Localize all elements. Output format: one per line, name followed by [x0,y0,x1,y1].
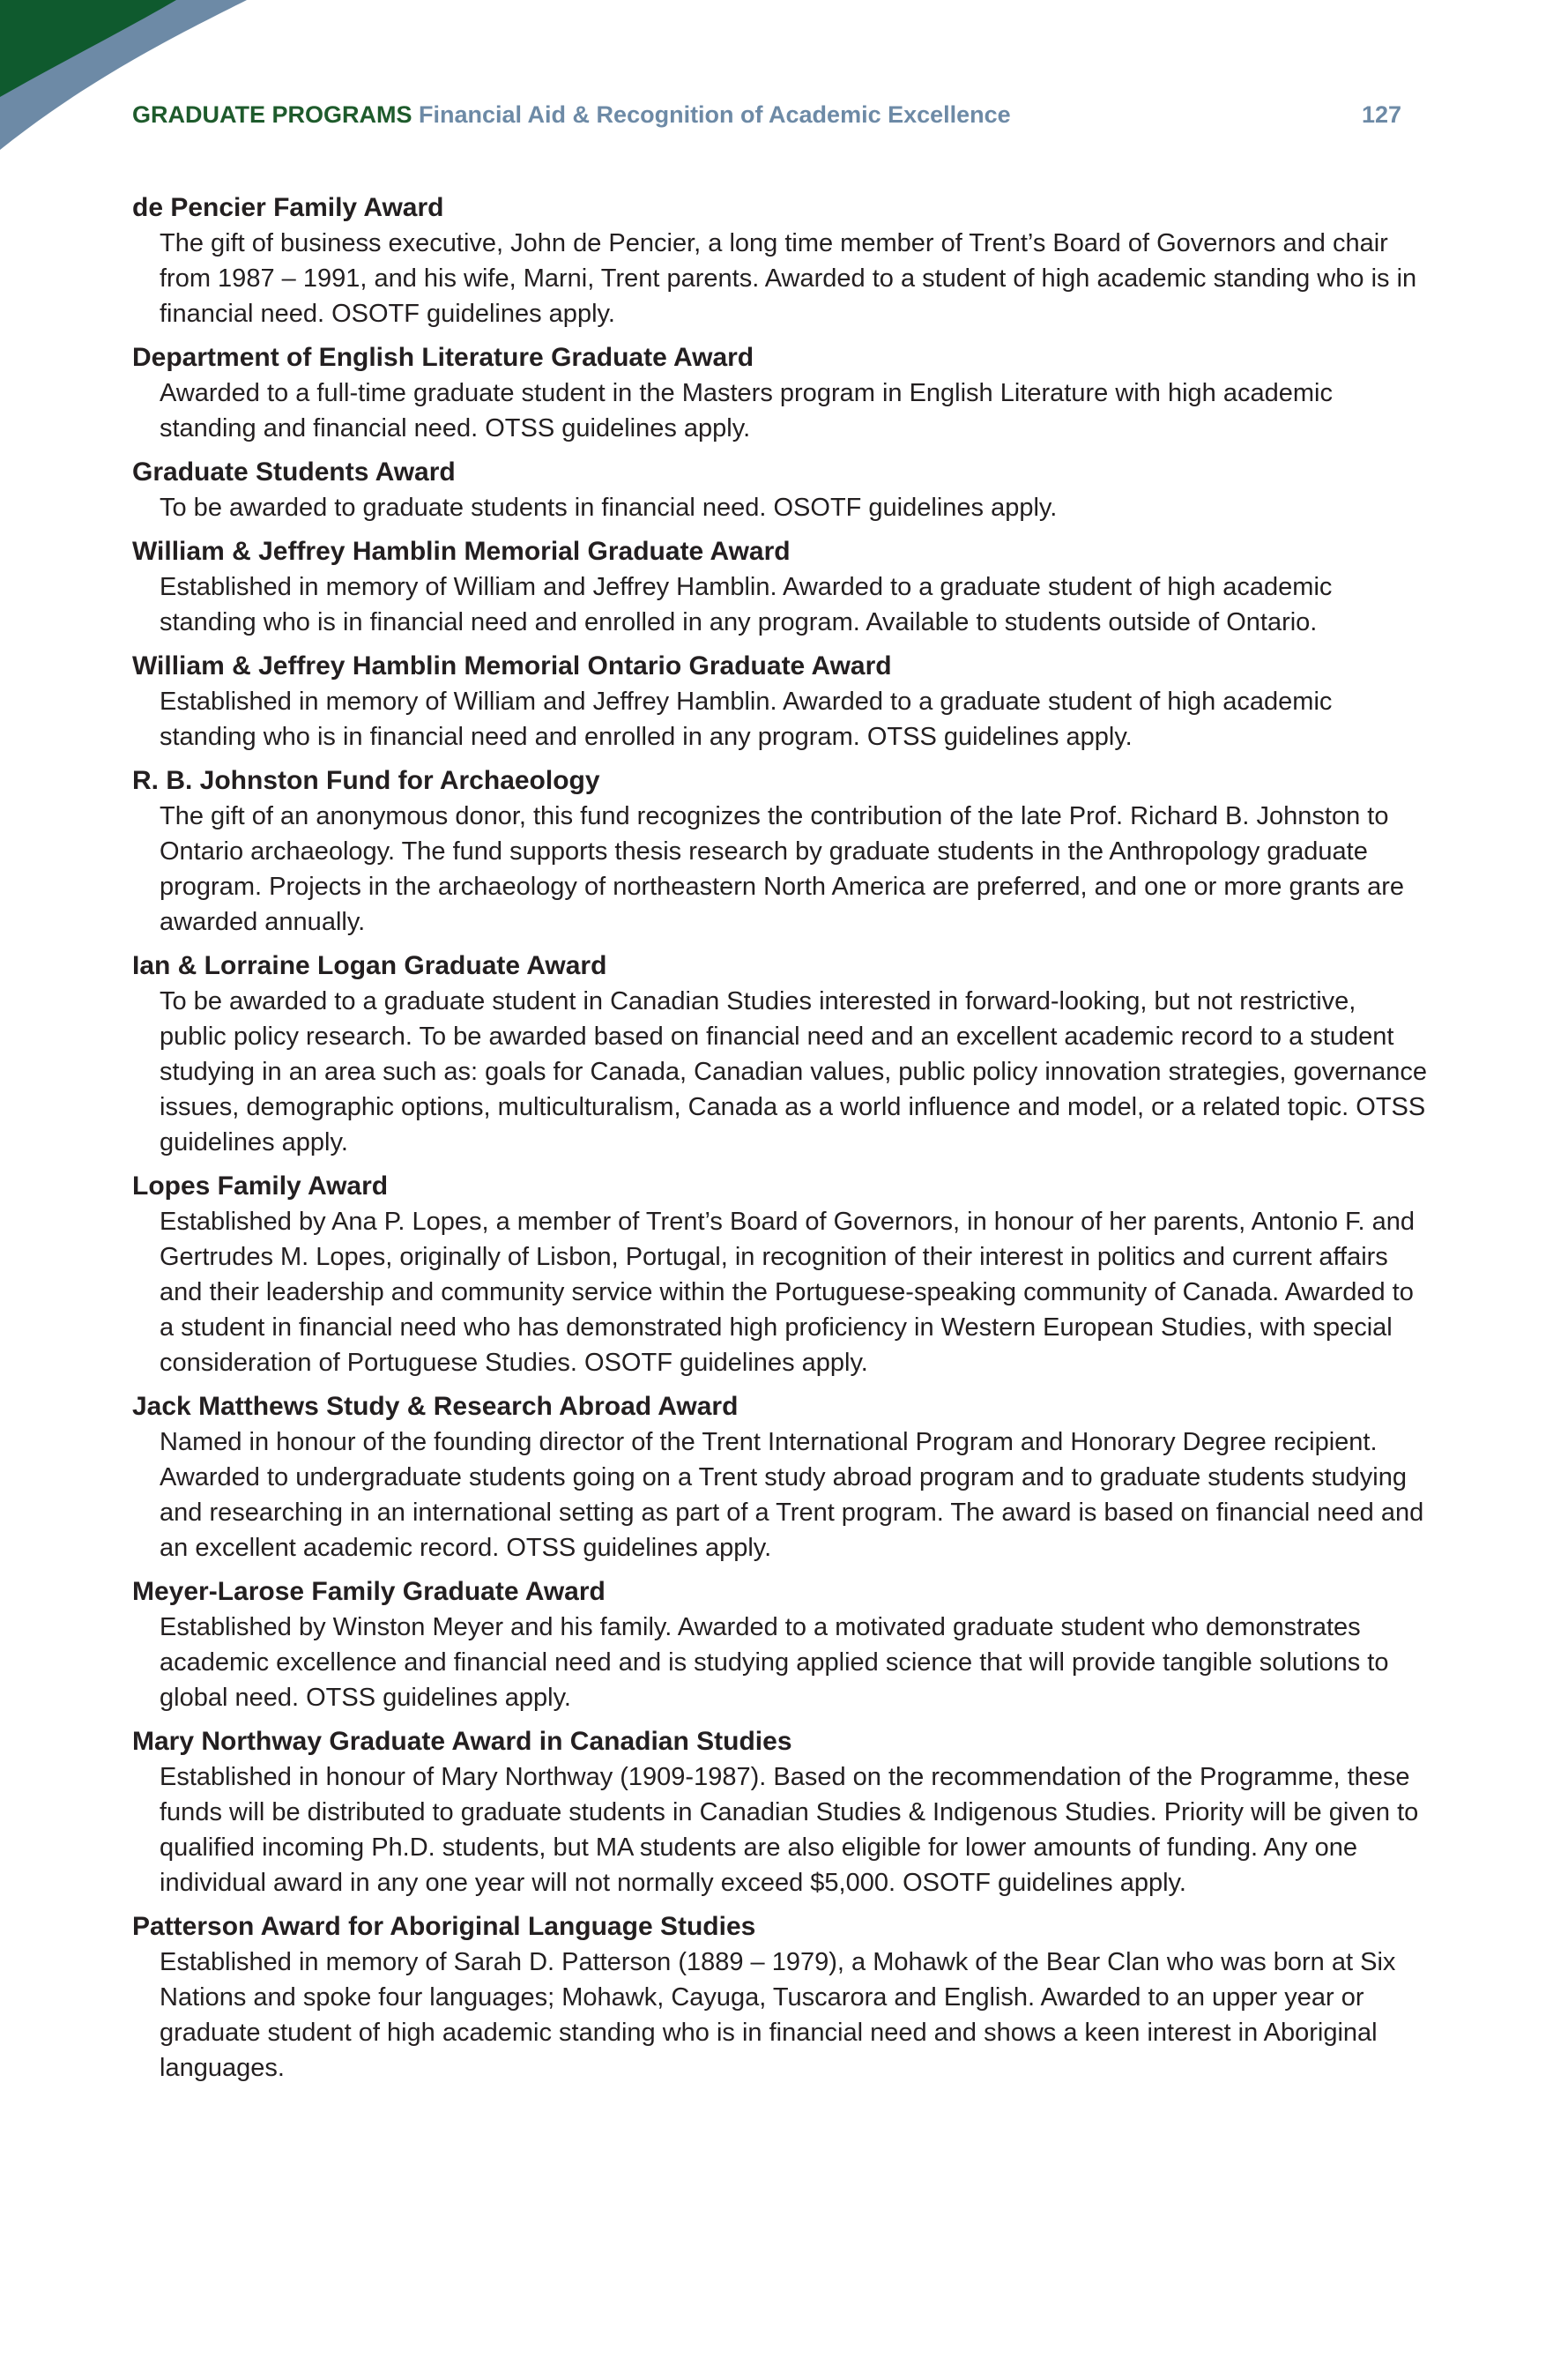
award-title: Lopes Family Award [132,1171,389,1201]
award-title: Mary Northway Graduate Award in Canadian Studies [132,1727,792,1756]
award-entry [132,1724,1428,1900]
award-entry [132,455,1428,525]
award-description: To be awarded to a graduate student in Canadian Studies interested in forward-looking, but not restrictive, public policy research. To be awarded based on financial need and an excellent academic record to a student studying in an area such as: goals for Canada, Canadian values, public policy innovation strategies, governance issues, demographic options, multiculturalism, Canada as a world influence and model, or a related topic. OTSS guidelines apply. [160,987,1428,1157]
award-title: de Pencier Family Award [132,193,444,222]
award-entry [132,763,1428,940]
award-title: Department of English Literature Graduate Award [132,343,754,372]
award-description: The gift of an anonymous donor, this fund recognizes the contribution of the late Prof. Richard B. Johnston to Ontario archaeology. The fund supports thesis research by graduate students in the Anthropology graduate program. Projects in the archaeology of northeastern North America are preferred, and one or more grants are awarded annually. [160,802,1405,936]
award-entry [132,340,1428,446]
award-description: Established in memory of William and Jeffrey Hamblin. Awarded to a graduate student of high academic standing who is in financial need and enrolled in any program. OTSS guidelines apply. [160,688,1333,751]
award-entry [132,1909,1428,2086]
award-entry [132,1389,1428,1566]
award-entry [132,1574,1428,1715]
page-number: 127 [1361,101,1401,128]
award-description: The gift of business executive, John de Pencier, a long time member of Trent’s Board of Governors and chair from 1987 – 1991, and his wife, Marni, Trent parents. Awarded to a student of high academic standing who is in financial need. OSOTF guidelines apply. [160,229,1417,328]
award-description: Established by Winston Meyer and his family. Awarded to a motivated graduate student who demonstrates academic excellence and financial need and is studying applied science that will provide tangible solutions to global need. OTSS guidelines apply. [160,1613,1389,1712]
award-title: Graduate Students Award [132,457,456,487]
award-title: Patterson Award for Aboriginal Language Studies [132,1912,756,1941]
header-section: GRADUATE PROGRAMS [132,101,412,128]
award-description: Established in memory of William and Jeffrey Hamblin. Awarded to a graduate student of high academic standing who is in financial need and enrolled in any program. Available to students outside of Ontario. [160,573,1333,636]
award-description: Awarded to a full-time graduate student in the Masters program in English Literature with high academic standing and financial need. OTSS guidelines apply. [160,379,1333,443]
header-subtitle: Financial Aid & Recognition of Academic Excellence [419,101,1011,128]
award-title: Meyer-Larose Family Graduate Award [132,1577,606,1606]
page-header [132,97,1401,132]
award-title: Ian & Lorraine Logan Graduate Award [132,951,607,980]
award-entry [132,1169,1428,1380]
award-description: Named in honour of the founding director of the Trent International Program and Honorary Degree recipient. Awarded to undergraduate students going on a Trent study abroad program and to graduate students studying and researching in an international setting as part of a Trent program. The award is based on financial need and an excellent academic record. OTSS guidelines apply. [160,1428,1424,1562]
award-entry [132,649,1428,755]
award-list [132,190,1428,2094]
award-title: William & Jeffrey Hamblin Memorial Ontario Graduate Award [132,651,892,681]
corner-swoosh-graphic [0,0,264,176]
award-description: Established by Ana P. Lopes, a member of Trent’s Board of Governors, in honour of her parents, Antonio F. and Gertrudes M. Lopes, originally of Lisbon, Portugal, in recognition of their interest in politics and current affairs and their leadership and community service within the Portuguese-speaking community of Canada. Awarded to a student in financial need who has demonstrated high proficiency in Western European Studies, with special consideration of Portuguese Studies. OSOTF guidelines apply. [160,1208,1416,1377]
award-title: R. B. Johnston Fund for Archaeology [132,766,600,795]
award-title: William & Jeffrey Hamblin Memorial Graduate Award [132,537,791,566]
award-entry [132,534,1428,640]
award-entry [132,190,1428,331]
award-entry [132,948,1428,1160]
award-description: Established in memory of Sarah D. Patterson (1889 – 1979), a Mohawk of the Bear Clan who was born at Six Nations and spoke four languages; Mohawk, Cayuga, Tuscarora and English. Awarded to an upper year or graduate student of high academic standing who is in financial need and shows a keen interest in Aboriginal languages. [160,1948,1396,2082]
award-title: Jack Matthews Study & Research Abroad Award [132,1392,739,1421]
award-description: Established in honour of Mary Northway (1909-1987). Based on the recommendation of the Programme, these funds will be distributed to graduate students in Canadian Studies & Indigenous Studies. Priority will be given to qualified incoming Ph.D. students, but MA students are also eligible for lower amounts of funding. Any one individual award in any one year will not normally exceed $5,000. OSOTF guidelines apply. [160,1763,1419,1897]
award-description: To be awarded to graduate students in financial need. OSOTF guidelines apply. [160,494,1058,522]
